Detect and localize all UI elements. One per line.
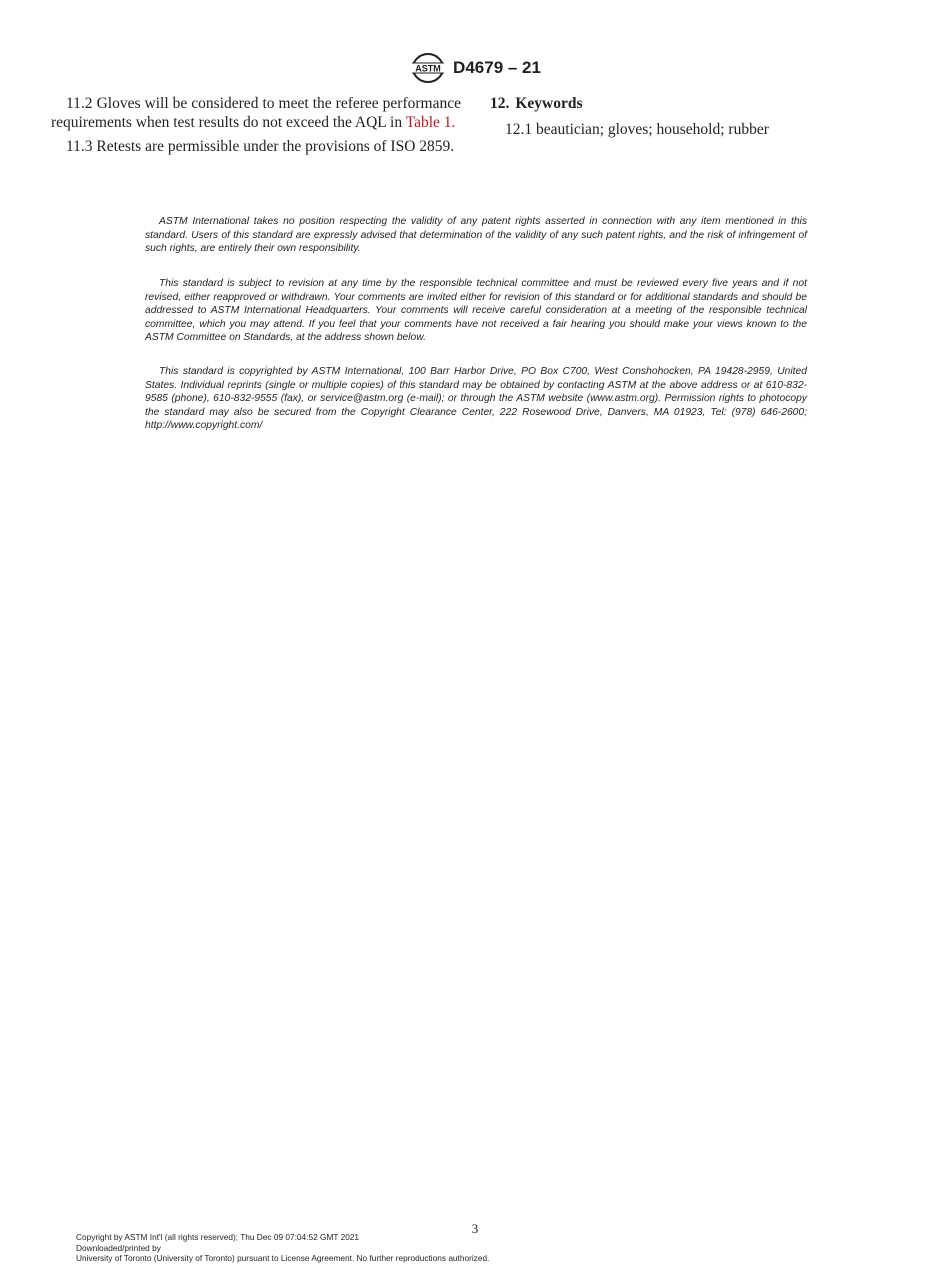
section-heading-keywords: [490, 94, 900, 113]
section-title: Keywords: [515, 95, 583, 112]
footer-line-copyright: Copyright by ASTM Int'l (all rights reserved); Thu Dec 09 07:04:52 GMT 2021: [76, 1232, 360, 1242]
copyright-notice: This standard is copyrighted by ASTM International, 100 Barr Harbor Drive, PO Box C700, West Conshohocken, PA 19428-2959, United States. Individual reprints (single or multiple copies) of this standard may be obtained by contacting ASTM at the above address or at 610-832-9585 (phone), 610-832-9555 (fax), or service@astm.org (e-mail); or through the ASTM website (www.astm.org). Permission rights to photocopy the standard may also be secured from the Copyright Clearance Center, 222 Rosewood Drive, Danvers, MA 01923, Tel: (978) 646-2600; http://www.copyright.com/: [145, 366, 807, 431]
page-number: 3: [471, 1221, 479, 1236]
table-1-link[interactable]: Table 1: [405, 114, 452, 131]
link-period: .: [451, 114, 456, 131]
paragraph-11-3: 11.3 Retests are permissible under the provisions of ISO 2859.: [66, 138, 455, 155]
page-header: [0, 52, 950, 86]
download-footer: [76, 1232, 489, 1264]
standard-designation: D4679 – 21: [453, 58, 541, 77]
footer-line-downloaded: Downloaded/printed by: [76, 1242, 161, 1253]
right-column: [490, 94, 900, 139]
svg-text:ASTM: ASTM: [415, 63, 441, 74]
paragraph-11-2: [51, 94, 461, 132]
patent-notice: ASTM International takes no position respecting the validity of any patent rights asserted in connection with any item mentioned in this standard. Users of this standard are expressly advised that determination of the validity of any such patent rights, and the risk of infringement of such rights, are entirely their own responsibility.: [145, 216, 807, 254]
astm-logo-icon: [409, 52, 447, 84]
left-column: [51, 94, 461, 161]
footer-line-license: University of Toronto (University of Toronto) pursuant to License Agreement. No further reproductions authorized.: [76, 1253, 490, 1263]
paragraph-12-1: 12.1 beautician; gloves; household; rubber: [505, 121, 769, 138]
section-number: 12.: [490, 95, 510, 112]
revision-notice: This standard is subject to revision at any time by the responsible technical committee and must be reviewed every five years and if not revised, either reapproved or withdrawn. Your comments are invited either for revision of this standard or for additional standards and should be addressed to ASTM International Headquarters. Your comments will receive careful consideration at a meeting of the responsible technical committee, which you may attend. If you feel that your comments have not received a fair hearing you should make your views known to the ASTM Committee on Standards, at the address shown below.: [145, 278, 807, 343]
paragraph-11-2-text: 11.2 Gloves will be considered to meet the referee performance requirements when test results do not exceed the AQL in: [51, 95, 461, 131]
